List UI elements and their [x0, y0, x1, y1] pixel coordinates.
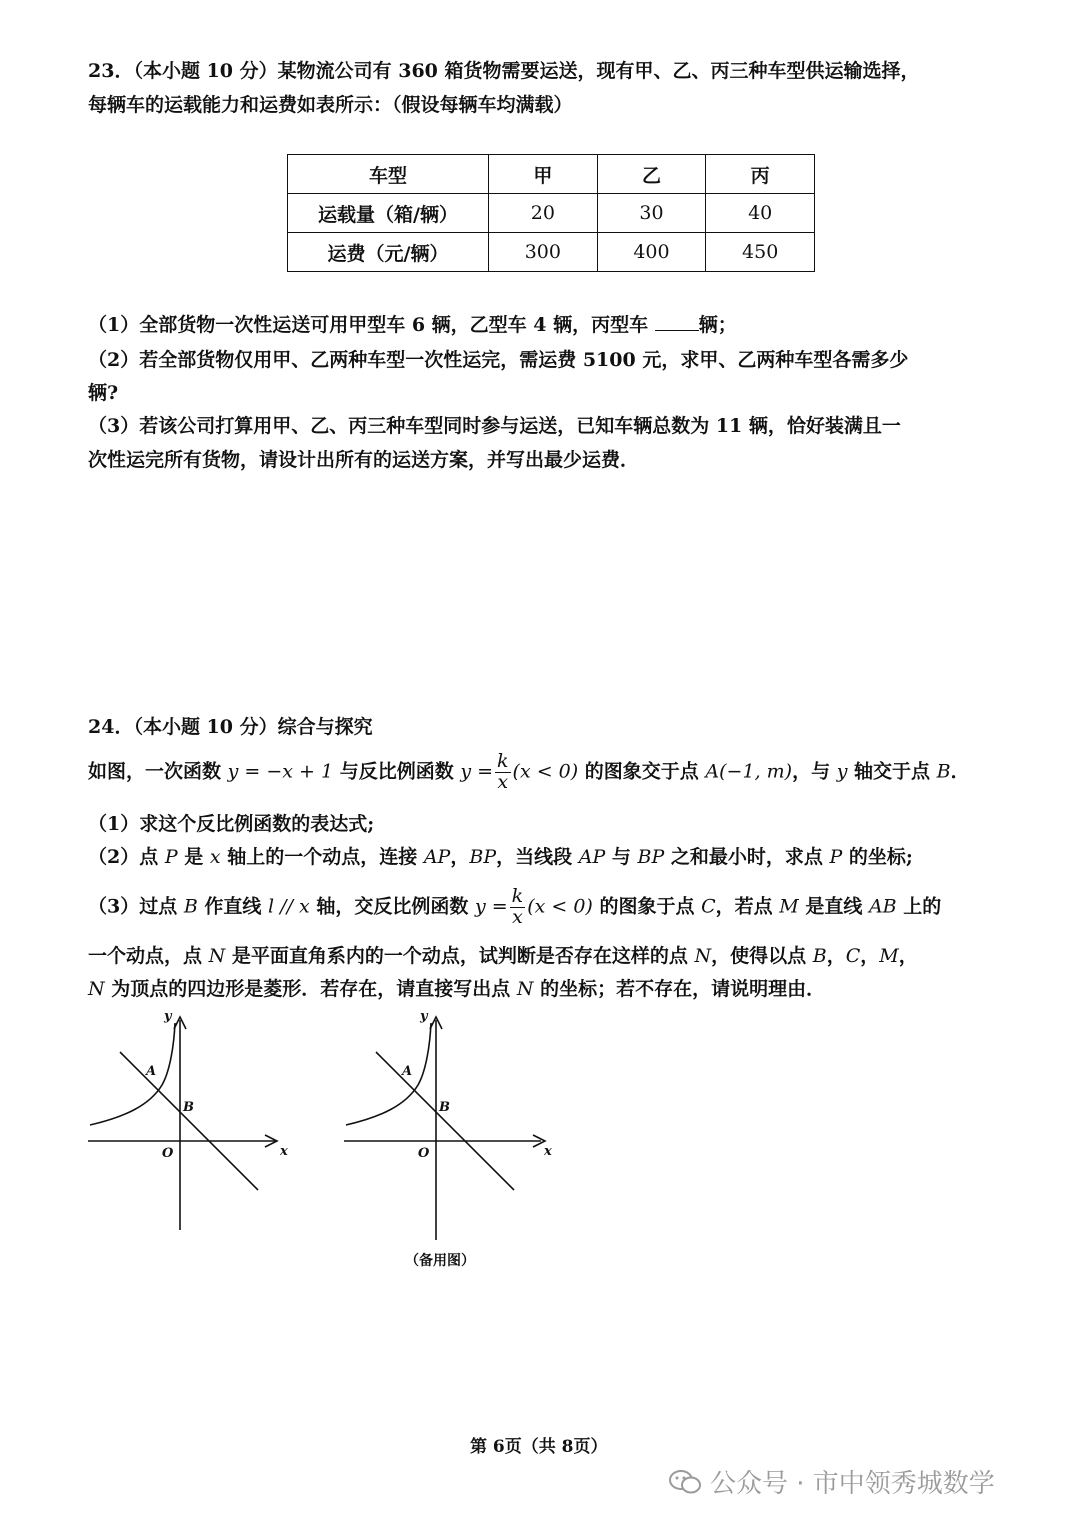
q23-part2-line1: （2）若全部货物仅用甲、乙两种车型一次性运完，需运费 5100 元，求甲、乙两种车型各需多少 — [88, 349, 909, 371]
x-axis-label: x — [280, 1144, 288, 1159]
var-n: N — [208, 945, 226, 967]
point-b-label: B — [183, 1100, 194, 1115]
table-cell: 20 — [489, 194, 598, 233]
linear-equation: y = −x + 1 — [227, 760, 334, 783]
text: 与 — [605, 846, 638, 868]
fraction-k-over-x — [510, 887, 526, 928]
y-axis-label: y — [420, 1009, 428, 1024]
fraction-numerator: k — [497, 750, 509, 772]
table-header-cell: 乙 — [597, 155, 706, 194]
q23-part1 — [88, 313, 737, 339]
table-cell: 40 — [706, 194, 815, 233]
q23-part1-text: （1）全部货物一次性运送可用甲型车 6 辆，乙型车 4 辆，丙型车 — [88, 314, 655, 336]
text: 上的 — [896, 895, 942, 918]
table-row — [288, 194, 815, 233]
fraction-numerator: k — [511, 885, 524, 907]
text: 轴，交反比例函数 — [309, 895, 475, 918]
text: 之和最小时，求点 — [664, 846, 830, 868]
q23-part3-line1: （3）若该公司打算用甲、乙、丙三种车型同时参与运送，已知车辆总数为 11 辆，恰好装满且一 — [88, 415, 901, 437]
var-p: P — [829, 846, 843, 868]
q24-part1: （1）求这个反比例函数的表达式; — [88, 813, 375, 835]
var-bp: BP — [469, 846, 497, 868]
text: 的坐标；若不存在，请说明理由． — [533, 978, 826, 1000]
spare-function-graph — [336, 1005, 556, 1245]
var-m: M — [779, 895, 799, 918]
linear-function-line — [120, 1052, 258, 1190]
table-cell: 运载量（箱/辆） — [288, 194, 489, 233]
text: ，使得以点 — [711, 945, 813, 967]
text: 的图象交于点 — [578, 760, 706, 783]
point-b-label: B — [439, 1100, 450, 1115]
domain-condition: (x < 0) — [512, 760, 579, 783]
var-y: y — [836, 760, 848, 783]
var-ap: AP — [423, 846, 451, 868]
table-cell: 运费（元/辆） — [288, 233, 489, 272]
table-header-cell: 车型 — [288, 155, 489, 194]
text: ，与 — [792, 760, 837, 783]
q23-line2: 每辆车的运载能力和运费如表所示：（假设每辆车均满载） — [88, 94, 573, 116]
text: 为顶点的四边形是菱形．若存在，请直接写出点 — [104, 978, 517, 1000]
text: 一个动点，点 — [88, 945, 209, 967]
text: （2）点 — [88, 846, 165, 868]
point-a-label: A — [146, 1064, 157, 1079]
text: 与反比例函数 — [333, 760, 461, 783]
var-b: B — [812, 945, 827, 967]
point-a-label: A — [402, 1064, 413, 1079]
point-a: A(−1, m) — [705, 760, 793, 783]
fraction-denominator: x — [497, 770, 509, 793]
var-n: N — [694, 945, 712, 967]
table-header-cell: 甲 — [489, 155, 598, 194]
table-cell: 300 — [489, 233, 598, 272]
text: ，当线段 — [496, 846, 579, 868]
var-bp: BP — [637, 846, 665, 868]
spare-graph-caption: （备用图） — [405, 1253, 475, 1269]
q23-line1: 23．（本小题 10 分）某物流公司有 360 箱货物需要运送，现有甲、乙、丙三种车型供运输选择， — [88, 60, 920, 82]
var-b: B — [936, 760, 951, 783]
text: 如图，一次函数 — [88, 760, 228, 783]
table-row — [288, 233, 815, 272]
page-number: 第 6页（共 8页） — [470, 1437, 608, 1457]
var-b: B — [183, 895, 198, 918]
var-c: C — [845, 945, 861, 967]
var-n: N — [516, 978, 534, 1000]
text: ， — [860, 945, 880, 967]
var-ab: AB — [868, 895, 897, 918]
text: ． — [950, 760, 970, 783]
text: 轴交于点 — [847, 760, 937, 783]
text: 是平面直角系内的一个动点，试判断是否存在这样的点 — [225, 945, 695, 967]
q24-part2 — [88, 845, 913, 871]
table-header-cell: 丙 — [706, 155, 815, 194]
origin-label: O — [418, 1146, 430, 1161]
var-n: N — [88, 978, 105, 1000]
q24-part3-line3 — [88, 977, 825, 1003]
watermark — [668, 1463, 995, 1500]
fraction-k-over-x — [495, 752, 511, 793]
table-cell: 450 — [706, 233, 815, 272]
hyperbola-branch — [90, 1023, 175, 1125]
var-ap: AP — [578, 846, 606, 868]
equation-lhs: y = — [460, 760, 494, 783]
var-c: C — [701, 895, 716, 918]
var-m: M — [879, 945, 899, 967]
y-axis-label: y — [164, 1009, 172, 1024]
answer-blank — [655, 316, 699, 331]
q24-part3-line1 — [88, 887, 941, 928]
q23-part2-line2: 辆? — [88, 382, 119, 404]
text: （3）过点 — [88, 895, 184, 918]
text: ， — [450, 846, 470, 868]
text: 作直线 — [197, 895, 269, 918]
text: 是直线 — [798, 895, 869, 918]
line-parallel: l // x — [268, 895, 310, 918]
equation-lhs: y = — [474, 895, 508, 918]
hyperbola-branch — [346, 1023, 431, 1125]
text: 的坐标; — [842, 846, 913, 868]
fraction-denominator: x — [512, 905, 523, 928]
q24-intro — [88, 752, 970, 793]
text: ， — [826, 945, 846, 967]
watermark-text: 公众号 · 市中领秀城数学 — [710, 1469, 995, 1499]
table-cell: 400 — [597, 233, 706, 272]
domain-condition: (x < 0) — [527, 895, 593, 918]
text: ， — [898, 945, 918, 967]
function-graph — [80, 1005, 300, 1245]
var-p: P — [164, 846, 178, 868]
q23-part3-line2: 次性运完所有货物，请设计出所有的运送方案，并写出最少运费． — [88, 449, 640, 471]
wechat-icon — [668, 1468, 702, 1496]
q24-title: 24．（本小题 10 分）综合与探究 — [88, 716, 373, 738]
text: 是 — [177, 846, 210, 868]
table-row — [288, 155, 815, 194]
var-x: x — [209, 846, 221, 868]
origin-label: O — [162, 1146, 174, 1161]
text: ，若点 — [715, 895, 780, 918]
table-cell: 30 — [597, 194, 706, 233]
q24-part3-line2 — [88, 944, 918, 970]
linear-function-line — [376, 1052, 514, 1190]
text: 的图象于点 — [592, 895, 702, 918]
x-axis-label: x — [544, 1144, 552, 1159]
text: 轴上的一个动点，连接 — [220, 846, 424, 868]
q23-part1-end: 辆； — [698, 314, 737, 336]
q23-table — [287, 154, 815, 272]
